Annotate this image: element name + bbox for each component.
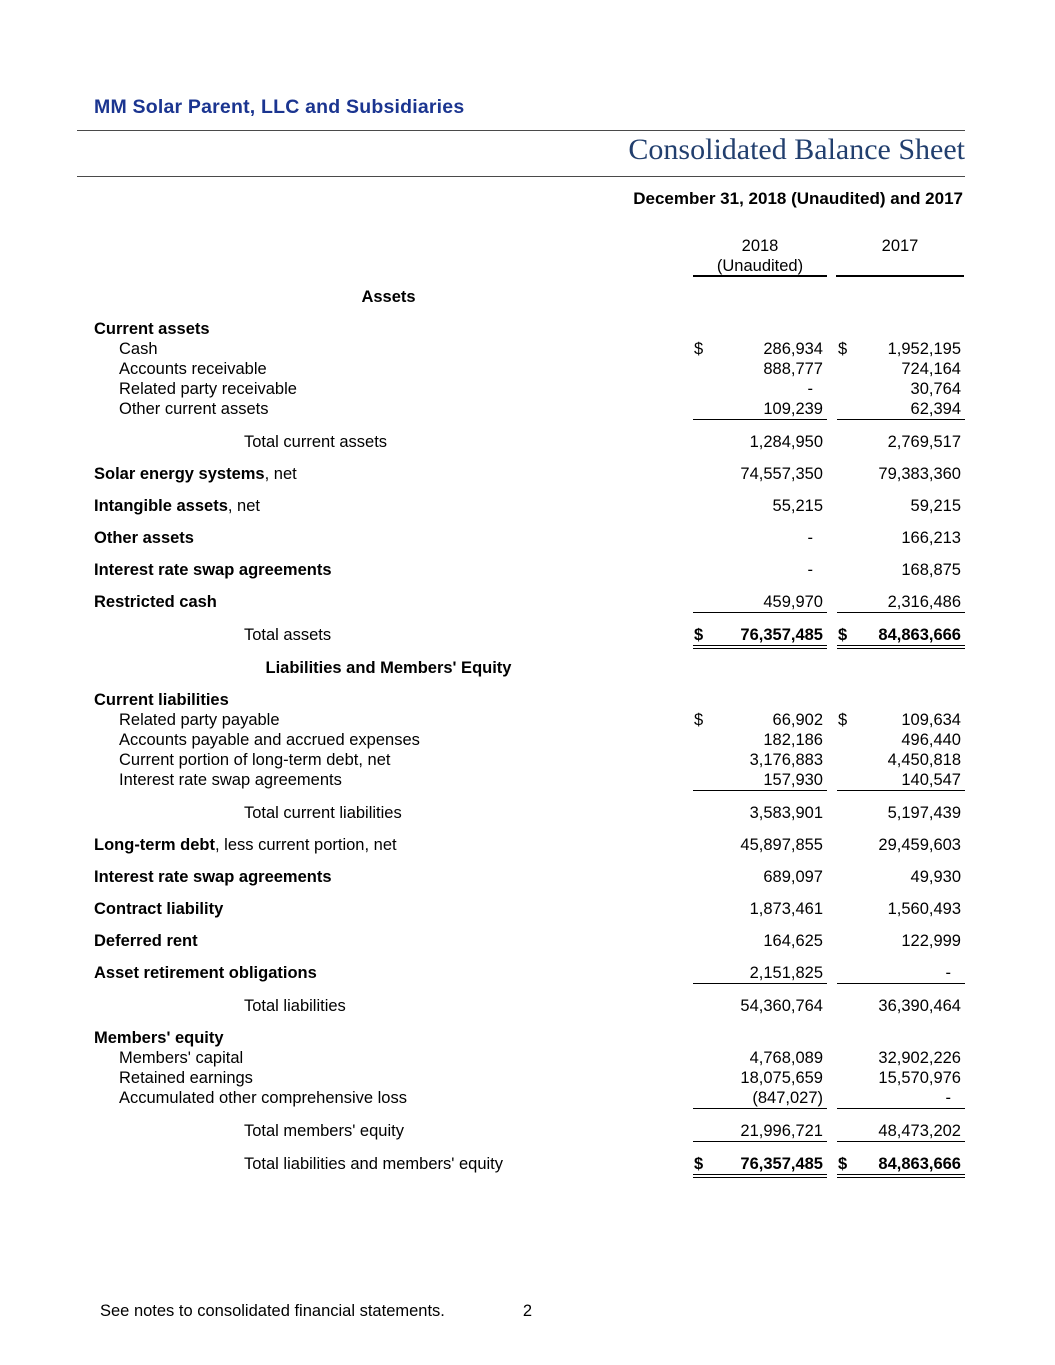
header-rule-bottom [77, 176, 965, 177]
value-2018: 888,777 [763, 360, 823, 378]
value-2017: 140,547 [901, 771, 961, 789]
row-label: Members' equity [94, 1029, 224, 1047]
value-2017-cell [837, 931, 965, 951]
value-2017: 84,863,666 [878, 626, 961, 644]
value-2018: 689,097 [763, 868, 823, 886]
value-2017: 5,197,439 [887, 804, 961, 822]
table-row [94, 379, 965, 399]
value-2017: 59,215 [910, 497, 961, 515]
value-2018: (847,027) [752, 1089, 823, 1107]
value-2017: 122,999 [901, 932, 961, 950]
value-2017-cell [837, 1154, 965, 1175]
header-rule-top [77, 130, 965, 131]
value-2018: 3,176,883 [749, 751, 823, 769]
row-label: Total assets [244, 626, 332, 644]
value-2017-cell [837, 592, 965, 613]
value-2017-cell [837, 399, 965, 420]
value-2017: 62,394 [910, 400, 961, 418]
value-2018-cell [693, 690, 827, 710]
value-2017: 496,440 [901, 731, 961, 749]
value-2018-cell [693, 963, 827, 984]
value-2017-cell [837, 339, 965, 359]
value-2018-cell [693, 625, 827, 646]
value-2018-cell [693, 319, 827, 339]
value-2018: 76,357,485 [740, 1155, 823, 1173]
row-label: Interest rate swap agreements [119, 771, 342, 789]
currency-symbol-2018: $ [694, 1155, 704, 1173]
row-label: Accumulated other comprehensive loss [119, 1089, 407, 1107]
value-2017-cell [837, 1121, 965, 1142]
value-2018-cell [693, 399, 827, 420]
value-2018: 286,934 [763, 340, 823, 358]
value-2017-cell [837, 803, 965, 823]
value-2017-cell [837, 963, 965, 984]
balance-sheet-table [94, 275, 965, 1175]
value-2017: 48,473,202 [878, 1122, 961, 1140]
value-2017: 49,930 [910, 868, 961, 886]
value-2018-cell [693, 464, 827, 484]
value-2017: 2,316,486 [887, 593, 961, 611]
row-label: Related party receivable [119, 380, 297, 398]
table-row [94, 867, 965, 887]
table-row [94, 750, 965, 770]
document-title: Consolidated Balance Sheet [628, 133, 965, 166]
value-2018: 3,583,901 [749, 804, 823, 822]
company-name: MM Solar Parent, LLC and Subsidiaries [94, 96, 465, 118]
row-label: Total liabilities and members' equity [244, 1155, 504, 1173]
value-2017: 2,769,517 [887, 433, 961, 451]
value-2018: 21,996,721 [740, 1122, 823, 1140]
value-2018-cell [693, 1154, 827, 1175]
currency-symbol-2018: $ [694, 626, 704, 644]
value-2017-cell [837, 496, 965, 516]
value-2018: 66,902 [772, 711, 823, 729]
value-2017-cell [837, 730, 965, 750]
value-2017-cell [837, 867, 965, 887]
table-row [94, 835, 965, 855]
table-row [94, 528, 965, 548]
value-2018-cell [693, 1028, 827, 1048]
column-header-2018-year: 2018 [741, 237, 779, 255]
row-label: Interest rate swap agreements [94, 561, 332, 579]
value-2018-cell [693, 432, 827, 452]
table-row [94, 359, 965, 379]
value-2017-cell [837, 359, 965, 379]
table-row [94, 1068, 965, 1088]
row-label: Total current liabilities [244, 804, 402, 822]
value-2017-cell [837, 625, 965, 646]
value-2017-cell [837, 1028, 965, 1048]
row-label: Current portion of long-term debt, net [119, 751, 391, 769]
value-2018: 2,151,825 [749, 964, 823, 982]
table-row [94, 287, 965, 307]
value-2018-cell [693, 770, 827, 791]
value-2018: 164,625 [763, 932, 823, 950]
value-2018: 55,215 [772, 497, 823, 515]
value-2017-cell [837, 690, 965, 710]
currency-symbol-2017: $ [838, 626, 848, 644]
value-2017: 32,902,226 [878, 1049, 961, 1067]
value-2018-cell [693, 592, 827, 613]
value-2017-cell [837, 287, 965, 307]
value-2017: - [945, 964, 951, 982]
currency-symbol-2017: $ [838, 1155, 848, 1173]
table-row [94, 690, 965, 710]
value-2018: 74,557,350 [740, 465, 823, 483]
currency-symbol-2017: $ [838, 340, 848, 358]
table-row [94, 560, 965, 580]
page-number: 2 [522, 1302, 533, 1320]
value-2018-cell [693, 1068, 827, 1088]
row-label: Asset retirement obligations [94, 964, 317, 982]
value-2018: 76,357,485 [740, 626, 823, 644]
value-2017-cell [837, 835, 965, 855]
row-label: Total current assets [244, 433, 388, 451]
table-row [94, 963, 965, 984]
column-header-2017 [836, 236, 964, 277]
value-2018-cell [693, 1088, 827, 1109]
row-label: Accounts payable and accrued expenses [119, 731, 420, 749]
value-2017: 15,570,976 [878, 1069, 961, 1087]
value-2018-cell [693, 359, 827, 379]
column-header-2018 [693, 236, 827, 277]
value-2017-cell [837, 464, 965, 484]
value-2017-cell [837, 560, 965, 580]
row-label: Total members' equity [244, 1122, 404, 1140]
value-2018: 45,897,855 [740, 836, 823, 854]
value-2018: 157,930 [763, 771, 823, 789]
value-2018: - [807, 380, 813, 398]
value-2017-cell [837, 379, 965, 399]
value-2018-cell [693, 1048, 827, 1068]
value-2017: 30,764 [910, 380, 961, 398]
table-row [94, 432, 965, 452]
table-row [94, 339, 965, 359]
row-label: Accounts receivable [119, 360, 267, 378]
value-2018-cell [693, 528, 827, 548]
value-2018-cell [693, 835, 827, 855]
value-2018: 54,360,764 [740, 997, 823, 1015]
value-2017: 1,952,195 [887, 340, 961, 358]
table-row [94, 931, 965, 951]
value-2017: 4,450,818 [887, 751, 961, 769]
row-label: Interest rate swap agreements [94, 868, 332, 886]
table-row [94, 592, 965, 613]
table-row [94, 464, 965, 484]
table-row [94, 1048, 965, 1068]
row-label: Related party payable [119, 711, 280, 729]
column-header-2017-year: 2017 [881, 237, 919, 255]
value-2018-cell [693, 803, 827, 823]
table-row [94, 899, 965, 919]
value-2018-cell [693, 496, 827, 516]
value-2018-cell [693, 339, 827, 359]
value-2018: 1,284,950 [749, 433, 823, 451]
currency-symbol-2018: $ [694, 711, 704, 729]
value-2017: - [945, 1089, 951, 1107]
value-2018-cell [693, 931, 827, 951]
value-2017: 1,560,493 [887, 900, 961, 918]
table-row [94, 625, 965, 646]
row-label: Solar energy systems, net [94, 465, 297, 483]
row-label: Current assets [94, 320, 210, 338]
value-2017-cell [837, 770, 965, 791]
value-2017-cell [837, 432, 965, 452]
value-2018-cell [693, 867, 827, 887]
table-row [94, 1154, 965, 1175]
value-2017-cell [837, 319, 965, 339]
row-label: Other assets [94, 529, 194, 547]
value-2017: 79,383,360 [878, 465, 961, 483]
row-label: Restricted cash [94, 593, 217, 611]
value-2017-cell [837, 899, 965, 919]
value-2018: 4,768,089 [749, 1049, 823, 1067]
table-row [94, 730, 965, 750]
value-2017-cell [837, 1068, 965, 1088]
value-2018-cell [693, 750, 827, 770]
value-2017: 84,863,666 [878, 1155, 961, 1173]
value-2017-cell [837, 1088, 965, 1109]
value-2018-cell [693, 379, 827, 399]
value-2018: 459,970 [763, 593, 823, 611]
table-row [94, 1028, 965, 1048]
row-label: Contract liability [94, 900, 224, 918]
value-2017: 109,634 [901, 711, 961, 729]
table-row [94, 996, 965, 1016]
currency-symbol-2018: $ [694, 340, 704, 358]
table-row [94, 803, 965, 823]
value-2017: 724,164 [901, 360, 961, 378]
row-label: Long-term debt, less current portion, net [94, 836, 397, 854]
value-2017-cell [837, 710, 965, 730]
value-2018-cell [693, 658, 827, 678]
row-label: Deferred rent [94, 932, 198, 950]
table-row [94, 710, 965, 730]
value-2018-cell [693, 1121, 827, 1142]
row-label: Other current assets [119, 400, 269, 418]
value-2017: 36,390,464 [878, 997, 961, 1015]
row-label: Intangible assets, net [94, 497, 260, 515]
value-2017-cell [837, 1048, 965, 1068]
value-2017: 166,213 [901, 529, 961, 547]
column-header-2018-note: (Unaudited) [716, 257, 804, 275]
row-label: Cash [119, 340, 158, 358]
value-2018: - [807, 561, 813, 579]
row-label: Current liabilities [94, 691, 229, 709]
value-2018-cell [693, 730, 827, 750]
value-2018-cell [693, 560, 827, 580]
currency-symbol-2017: $ [838, 711, 848, 729]
table-row [94, 658, 965, 678]
value-2018: 18,075,659 [740, 1069, 823, 1087]
value-2017-cell [837, 750, 965, 770]
table-row [94, 1121, 965, 1142]
value-2018: 1,873,461 [749, 900, 823, 918]
footer-note: See notes to consolidated financial statements. [100, 1302, 445, 1320]
table-row [94, 770, 965, 791]
value-2017-cell [837, 658, 965, 678]
value-2018: - [807, 529, 813, 547]
value-2017: 29,459,603 [878, 836, 961, 854]
value-2017-cell [837, 528, 965, 548]
value-2018-cell [693, 899, 827, 919]
table-row [94, 1088, 965, 1109]
table-row [94, 319, 965, 339]
table-row [94, 496, 965, 516]
value-2018-cell [693, 710, 827, 730]
row-label: Assets [361, 288, 416, 306]
table-row [94, 399, 965, 420]
value-2017: 168,875 [901, 561, 961, 579]
value-2018: 182,186 [763, 731, 823, 749]
value-2017-cell [837, 996, 965, 1016]
value-2018-cell [693, 287, 827, 307]
document-subtitle: December 31, 2018 (Unaudited) and 2017 [633, 189, 963, 208]
row-label: Total liabilities [244, 997, 346, 1015]
row-label: Retained earnings [119, 1069, 253, 1087]
value-2018: 109,239 [763, 400, 823, 418]
value-2018-cell [693, 996, 827, 1016]
row-label: Liabilities and Members' Equity [265, 659, 512, 677]
row-label: Members' capital [119, 1049, 244, 1067]
